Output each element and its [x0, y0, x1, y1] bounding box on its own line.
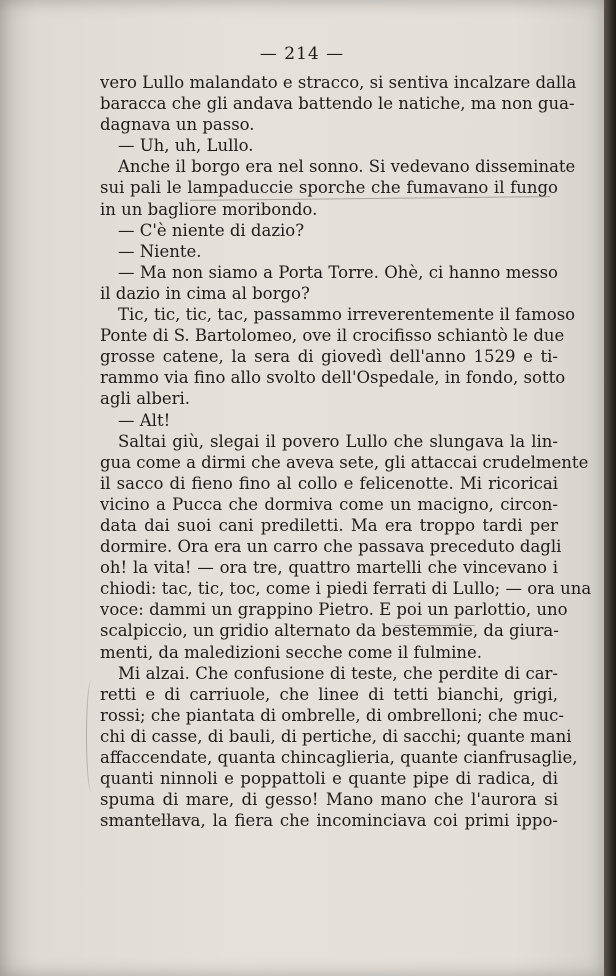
text-line: vero Lullo malandato e stracco, si sentiva incalzare dalla	[100, 73, 577, 92]
text-line: vicino a Pucca che dormiva come un macigno, circon-	[100, 494, 558, 514]
text-line: Tic, tic, tic, tac, passammo irreverentemente il famoso	[118, 305, 576, 325]
text-line: Mi alzai. Che confusione di teste, che perdite di car-	[118, 663, 558, 683]
text-line: data dai suoi cani prediletti. Ma era troppo tardi per	[100, 515, 558, 535]
text-line: rammo via fino allo svolto dell'Ospedale, in fondo, sotto	[100, 368, 566, 388]
text-line: sui pali le lampaduccie sporche che fumavano il fungo	[100, 178, 558, 198]
text-line: — Niente.	[118, 241, 202, 261]
text-line: il dazio in cima al borgo?	[100, 283, 310, 303]
text-line: quanti ninnoli e poppattoli e quante pipe di radica, di	[100, 769, 558, 789]
text-line: baracca che gli andava battendo le natiche, ma non gua-	[100, 94, 575, 114]
text-line: rossi; che piantata di ombrelle, di ombrelloni; che muc-	[100, 705, 564, 725]
text-line: oh! la vita! — ora tre, quattro martelli che vincevano i	[100, 558, 558, 578]
text-line: affaccendate, quanta chincaglieria, quante cianfrusaglie,	[100, 748, 578, 767]
pencil-margin-mark	[86, 680, 97, 792]
text-line: — Ma non siamo a Porta Torre. Ohè, ci hanno messo	[118, 262, 558, 282]
text-line: smantellava, la fiera che incominciava coi primi ippo-	[100, 811, 558, 831]
page-number: — 214 —	[259, 44, 345, 64]
text-line: in un bagliore moribondo.	[100, 199, 318, 219]
text-line: chi di casse, di bauli, di pertiche, di sacchi; quante mani	[100, 726, 572, 746]
pencil-underline	[100, 819, 195, 820]
text-line: voce: dammi un grappino Pietro. E poi un parlottio, uno	[100, 600, 568, 620]
text-line: retti e di carriuole, che linee di tetti bianchi, grigi,	[100, 684, 558, 704]
text-line: — C'è niente di dazio?	[118, 220, 305, 240]
body-text	[100, 72, 592, 831]
text-line: agli alberi.	[100, 389, 191, 409]
text-line: spuma di mare, di gesso! Mano mano che l'aurora si	[100, 790, 558, 810]
text-line: — Alt!	[118, 410, 171, 430]
text-line: Anche il borgo era nel sonno. Si vedevano disseminate	[118, 157, 576, 177]
text-line: il sacco di fieno fino al collo e felicenotte. Mi ricoricai	[100, 473, 558, 493]
pencil-underline	[395, 625, 475, 626]
text-line: menti, da maledizioni secche come il fulmine.	[100, 642, 483, 662]
text-line: Ponte di S. Bartolomeo, ove il crocifisso schiantò le due	[100, 326, 565, 346]
page-edge	[604, 0, 616, 976]
text-line: Saltai giù, slegai il povero Lullo che slungava la lin-	[118, 431, 558, 451]
text-line: — Uh, uh, Lullo.	[118, 136, 254, 156]
text-line: dormire. Ora era un carro che passava preceduto dagli	[100, 537, 562, 557]
text-line: chiodi: tac, tic, toc, come i piedi ferrati di Lullo; — ora una	[100, 579, 592, 599]
text-line: grosse catene, la sera di giovedì dell'anno 1529 e ti-	[100, 347, 558, 367]
text-line: gua come a dirmi che aveva sete, gli attaccai crudelmente	[100, 452, 589, 472]
text-line: scalpiccio, un gridio alternato da bestemmie, da giura-	[100, 621, 559, 641]
text-line: dagnava un passo.	[100, 115, 255, 135]
